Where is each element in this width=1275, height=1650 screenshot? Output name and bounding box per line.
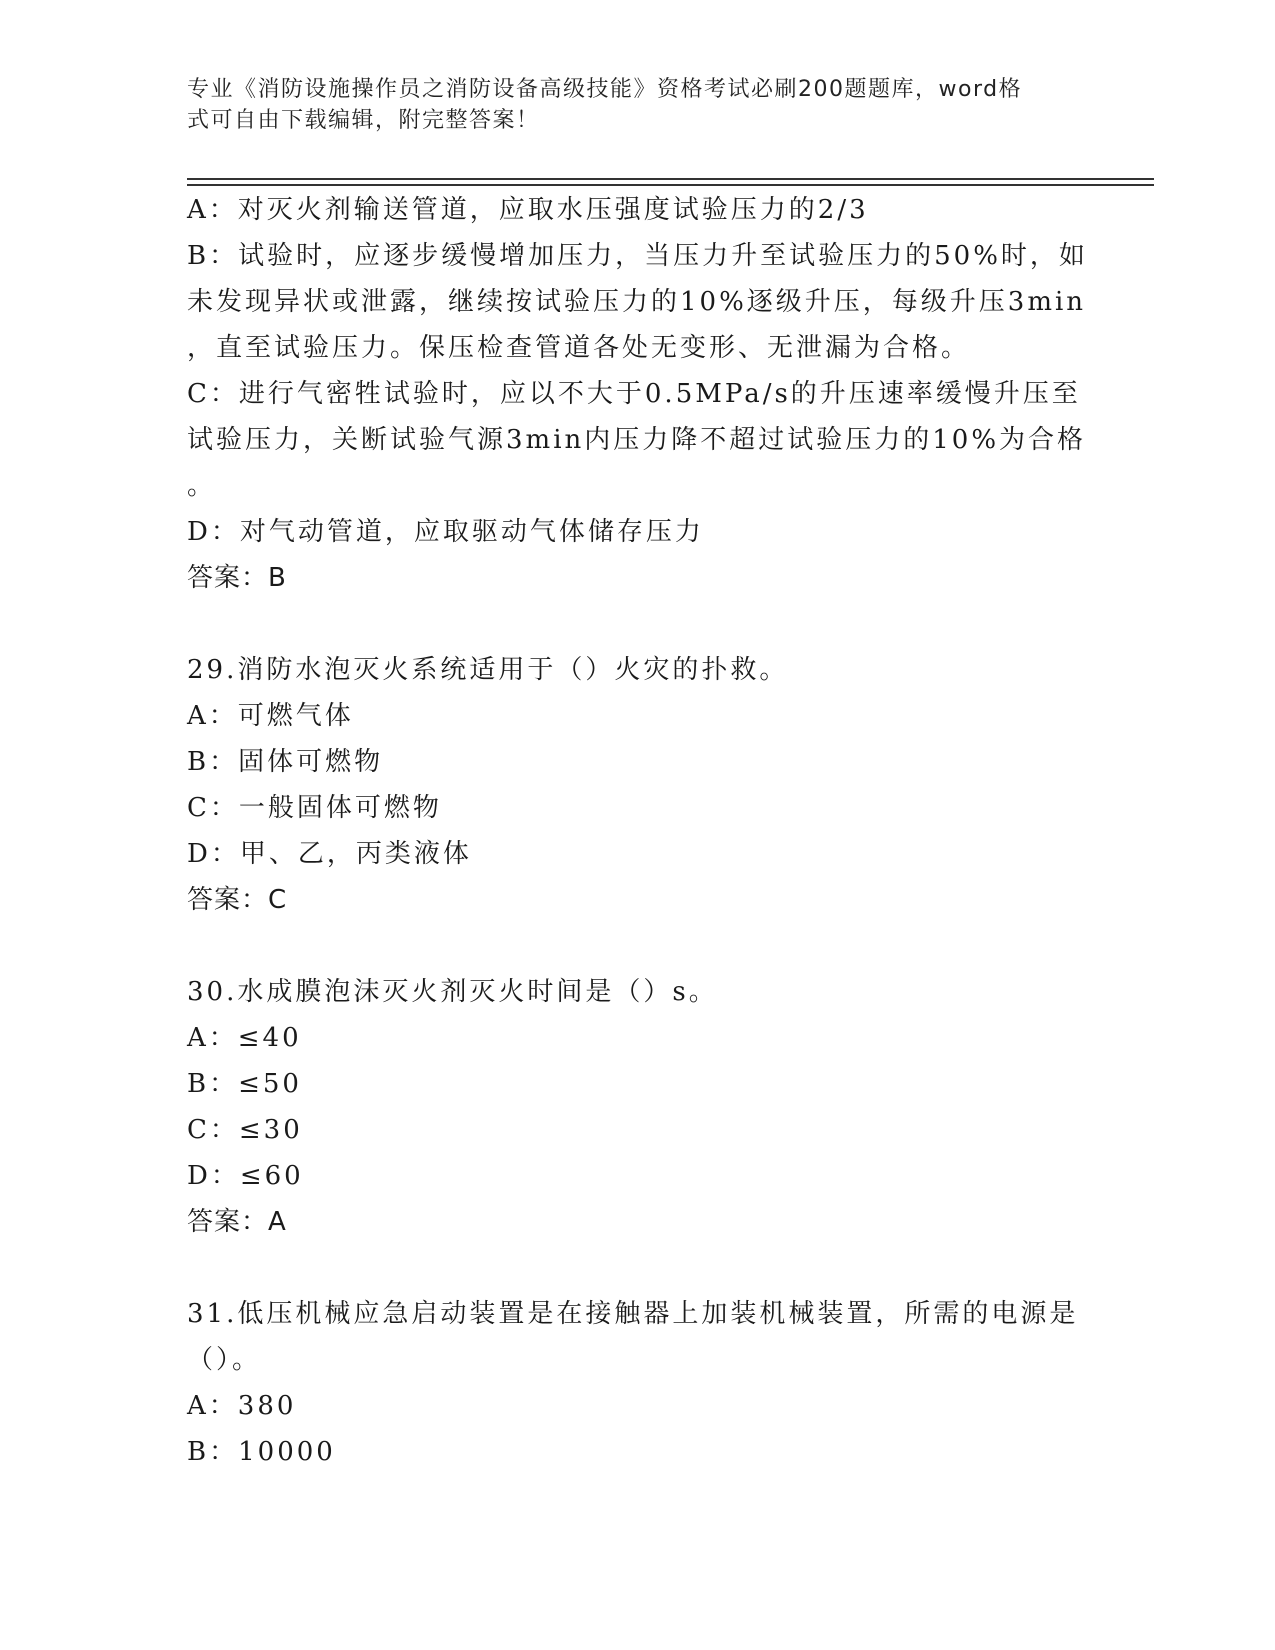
option-b-line-3: ，直至试验压力。保压检查管道各处无变形、无泄漏为合格。 — [187, 333, 971, 363]
option-a: A：对灭火剂输送管道，应取水压强度试验压力的2/3 — [187, 195, 869, 225]
answer: 答案：B — [187, 563, 287, 593]
option-a: A：可燃气体 — [187, 701, 354, 731]
option-b-line-2: 未发现异状或泄露，继续按试验压力的10%逐级升压，每级升压3min — [187, 287, 1087, 317]
question-stem-line-2: （）。 — [187, 1345, 262, 1375]
option-c: C：≤30 — [187, 1115, 303, 1145]
option-b-line-1: B：试验时，应逐步缓慢增加压力，当压力升至试验压力的50%时，如 — [187, 241, 1088, 271]
question-stem: 29.消防水泡灭火系统适用于（）火灾的扑救。 — [187, 655, 789, 685]
option-c-line-3: 。 — [187, 471, 217, 501]
question-29 — [187, 647, 1087, 923]
option-d: D：对气动管道，应取驱动气体储存压力 — [187, 517, 704, 547]
option-c: C：一般固体可燃物 — [187, 793, 442, 823]
question-30 — [187, 969, 1087, 1245]
option-c-line-2: 试验压力，关断试验气源3min内压力降不超过试验压力的10%为合格 — [187, 425, 1087, 455]
header-line-2: 式可自由下载编辑，附完整答案！ — [187, 108, 540, 133]
document-header — [187, 74, 1087, 136]
option-b: B：≤50 — [187, 1069, 302, 1099]
option-c-line-1: C：进行气密牲试验时，应以不大于0.5MPa/s的升压速率缓慢升压至 — [187, 379, 1081, 409]
header-divider-bottom — [187, 184, 1154, 186]
header-line-1: 专业《消防设施操作员之消防设备高级技能》资格考试必刷200题题库，word格 — [187, 77, 1023, 102]
question-28 — [187, 187, 1087, 601]
question-stem: 30.水成膜泡沫灭火剂灭火时间是（）s。 — [187, 977, 718, 1007]
option-d: D：甲、乙，丙类液体 — [187, 839, 472, 869]
question-stem-line-1: 31.低压机械应急启动装置是在接触器上加装机械装置，所需的电源是 — [187, 1299, 1079, 1329]
question-list — [187, 187, 1087, 1475]
question-31 — [187, 1291, 1087, 1475]
header-divider-top — [187, 178, 1154, 180]
answer: 答案：A — [187, 1207, 287, 1237]
option-b: B：10000 — [187, 1437, 336, 1467]
answer: 答案：C — [187, 885, 288, 915]
option-b: B：固体可燃物 — [187, 747, 384, 777]
option-d: D：≤60 — [187, 1161, 304, 1191]
option-a: A：380 — [187, 1391, 297, 1421]
option-a: A：≤40 — [187, 1023, 302, 1053]
